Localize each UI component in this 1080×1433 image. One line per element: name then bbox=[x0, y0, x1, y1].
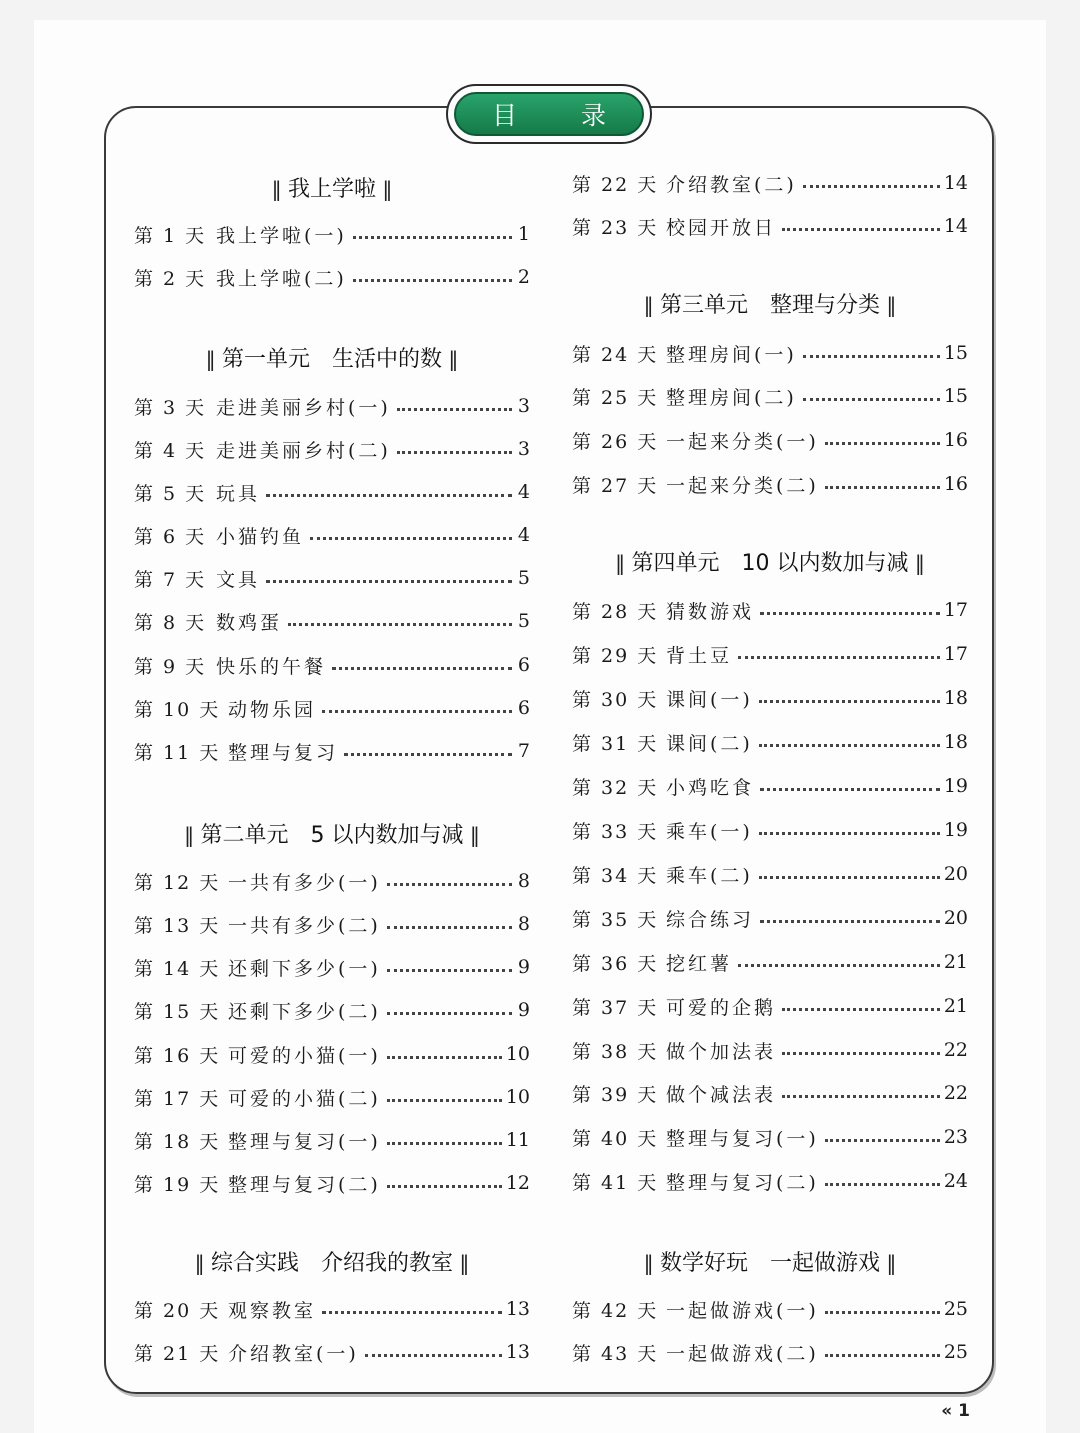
section-bar-right: ‖ bbox=[908, 551, 925, 575]
dot-leader bbox=[344, 752, 512, 756]
toc-entry bbox=[134, 219, 530, 249]
dot-leader bbox=[738, 963, 940, 967]
entry-title: 整理与复习(一) bbox=[666, 1127, 819, 1150]
entry-page: 14 bbox=[943, 215, 968, 237]
entry-title: 乘车(一) bbox=[666, 820, 753, 843]
dot-leader bbox=[760, 611, 940, 615]
entry-title: 可爱的企鹅 bbox=[666, 996, 777, 1019]
toc-entry bbox=[134, 1082, 530, 1112]
toc-entry bbox=[572, 338, 968, 368]
dot-leader bbox=[387, 1141, 502, 1145]
toc-entry bbox=[134, 952, 530, 982]
entry-day: 第 43 天 bbox=[572, 1342, 659, 1365]
dot-leader bbox=[825, 441, 940, 445]
entry-day: 第 12 天 bbox=[134, 871, 221, 894]
entry-page: 12 bbox=[505, 1172, 530, 1194]
entry-title: 课间(一) bbox=[666, 688, 753, 711]
entry-page: 5 bbox=[517, 567, 530, 589]
toc-entry bbox=[572, 639, 968, 669]
entry-page: 17 bbox=[943, 599, 968, 621]
entry-page: 13 bbox=[505, 1298, 530, 1320]
entry-day: 第 35 天 bbox=[572, 908, 659, 931]
section-title: 第四单元 10 以内数加与减 bbox=[631, 551, 909, 576]
entry-day: 第 13 天 bbox=[134, 914, 221, 937]
entry-title: 还剩下多少(一) bbox=[228, 957, 381, 980]
dot-leader bbox=[310, 536, 512, 540]
entry-title: 课间(二) bbox=[666, 732, 753, 755]
entry-day: 第 14 天 bbox=[134, 957, 221, 980]
entry-page: 7 bbox=[517, 740, 530, 762]
entry-page: 6 bbox=[517, 654, 530, 676]
dot-leader bbox=[782, 1094, 940, 1098]
dot-leader bbox=[387, 882, 512, 886]
dot-leader bbox=[387, 968, 512, 972]
page-number: « 1 bbox=[941, 1401, 970, 1421]
dot-leader bbox=[266, 579, 512, 583]
toc-entry bbox=[572, 991, 968, 1021]
entry-page: 22 bbox=[943, 1039, 968, 1061]
entry-day: 第 34 天 bbox=[572, 864, 659, 887]
toc-entry bbox=[134, 866, 530, 896]
entry-title: 玩具 bbox=[216, 482, 261, 505]
toc-entry bbox=[134, 995, 530, 1025]
toc-entry bbox=[572, 727, 968, 757]
dot-leader bbox=[322, 709, 512, 713]
section-title: 第一单元 生活中的数 bbox=[221, 347, 442, 372]
entry-title: 文具 bbox=[216, 568, 261, 591]
entry-day: 第 32 天 bbox=[572, 776, 659, 799]
toc-entry bbox=[572, 469, 968, 499]
section-bar-left: ‖ bbox=[643, 293, 660, 317]
entry-page: 10 bbox=[505, 1086, 530, 1108]
dot-leader bbox=[782, 1007, 940, 1011]
entry-day: 第 26 天 bbox=[572, 430, 659, 453]
entry-day: 第 10 天 bbox=[134, 698, 221, 721]
entry-day: 第 11 天 bbox=[134, 741, 221, 764]
page-title: 目 录 bbox=[454, 92, 644, 136]
entry-page: 25 bbox=[943, 1298, 968, 1320]
entry-page: 19 bbox=[943, 819, 968, 841]
entry-day: 第 6 天 bbox=[134, 525, 207, 548]
entry-title: 一起来分类(一) bbox=[666, 430, 819, 453]
entry-day: 第 20 天 bbox=[134, 1299, 221, 1322]
dot-leader bbox=[353, 278, 512, 282]
section-bar-left: ‖ bbox=[184, 823, 201, 847]
section-bar-left: ‖ bbox=[271, 177, 288, 201]
toc-entry bbox=[134, 520, 530, 550]
entry-day: 第 18 天 bbox=[134, 1130, 221, 1153]
section-title: 我上学啦 bbox=[287, 177, 376, 202]
entry-day: 第 37 天 bbox=[572, 996, 659, 1019]
dot-leader bbox=[825, 1138, 940, 1142]
entry-title: 整理与复习(二) bbox=[228, 1173, 381, 1196]
dot-leader bbox=[759, 743, 940, 747]
entry-page: 18 bbox=[943, 731, 968, 753]
section-bar-left: ‖ bbox=[194, 1251, 211, 1275]
entry-day: 第 3 天 bbox=[134, 396, 207, 419]
entry-day: 第 15 天 bbox=[134, 1000, 221, 1023]
dot-leader bbox=[288, 622, 512, 626]
entry-day: 第 31 天 bbox=[572, 732, 659, 755]
section-heading bbox=[572, 546, 968, 577]
dot-leader bbox=[759, 875, 940, 879]
dot-leader bbox=[760, 919, 940, 923]
section-heading bbox=[134, 172, 530, 203]
dot-leader bbox=[322, 1310, 502, 1314]
entry-page: 11 bbox=[505, 1129, 530, 1151]
toc-entry bbox=[572, 859, 968, 889]
toc-entry bbox=[572, 1337, 968, 1367]
entry-title: 一起来分类(二) bbox=[666, 474, 819, 497]
dot-leader bbox=[825, 1353, 940, 1357]
dot-leader bbox=[387, 1055, 502, 1059]
toc-entry bbox=[572, 595, 968, 625]
toc-entry bbox=[134, 1337, 530, 1367]
entry-page: 4 bbox=[517, 481, 530, 503]
entry-page: 5 bbox=[517, 610, 530, 632]
entry-page: 17 bbox=[943, 643, 968, 665]
entry-title: 观察教室 bbox=[228, 1299, 317, 1322]
entry-page: 24 bbox=[943, 1170, 968, 1192]
toc-entry bbox=[134, 391, 530, 421]
dot-leader bbox=[387, 925, 512, 929]
toc-entry bbox=[134, 736, 530, 766]
toc-entry bbox=[572, 903, 968, 933]
entry-page: 6 bbox=[517, 697, 530, 719]
toc-entry bbox=[134, 693, 530, 723]
entry-page: 16 bbox=[943, 429, 968, 451]
dot-leader bbox=[353, 235, 512, 239]
entry-page: 8 bbox=[517, 870, 530, 892]
entry-day: 第 4 天 bbox=[134, 439, 207, 462]
entry-title: 还剩下多少(二) bbox=[228, 1000, 381, 1023]
dot-leader bbox=[332, 666, 512, 670]
toc-entry bbox=[572, 1122, 968, 1152]
entry-page: 23 bbox=[943, 1126, 968, 1148]
dot-leader bbox=[397, 450, 512, 454]
toc-entry bbox=[572, 381, 968, 411]
dot-leader bbox=[803, 354, 940, 358]
toc-entry bbox=[134, 1168, 530, 1198]
dot-leader bbox=[266, 493, 512, 497]
toc-entry bbox=[572, 947, 968, 977]
entry-title: 一起做游戏(一) bbox=[666, 1299, 819, 1322]
toc-entry bbox=[134, 909, 530, 939]
section-title: 第三单元 整理与分类 bbox=[659, 293, 880, 318]
title-badge bbox=[446, 84, 652, 144]
section-bar-right: ‖ bbox=[880, 293, 897, 317]
entry-title: 走进美丽乡村(一) bbox=[216, 396, 391, 419]
toc-entry bbox=[134, 434, 530, 464]
dot-leader bbox=[803, 397, 940, 401]
dot-leader bbox=[825, 1310, 940, 1314]
entry-day: 第 9 天 bbox=[134, 655, 207, 678]
entry-day: 第 36 天 bbox=[572, 952, 659, 975]
dot-leader bbox=[387, 1011, 512, 1015]
toc-entry bbox=[134, 1294, 530, 1324]
dot-leader bbox=[803, 184, 940, 188]
toc-entry bbox=[572, 1166, 968, 1196]
dot-leader bbox=[782, 227, 940, 231]
entry-title: 整理房间(一) bbox=[666, 343, 797, 366]
entry-page: 21 bbox=[943, 995, 968, 1017]
entry-title: 整理与复习(一) bbox=[228, 1130, 381, 1153]
entry-title: 一起做游戏(二) bbox=[666, 1342, 819, 1365]
entry-day: 第 17 天 bbox=[134, 1087, 221, 1110]
entry-title: 背土豆 bbox=[666, 644, 733, 667]
entry-title: 整理与复习(二) bbox=[666, 1171, 819, 1194]
entry-day: 第 28 天 bbox=[572, 600, 659, 623]
entry-day: 第 30 天 bbox=[572, 688, 659, 711]
toc-entry bbox=[572, 1078, 968, 1108]
entry-day: 第 42 天 bbox=[572, 1299, 659, 1322]
entry-title: 校园开放日 bbox=[666, 216, 777, 239]
entry-page: 9 bbox=[517, 999, 530, 1021]
entry-page: 22 bbox=[943, 1082, 968, 1104]
toc-entry bbox=[572, 1294, 968, 1324]
entry-page: 15 bbox=[943, 385, 968, 407]
entry-page: 1 bbox=[517, 223, 530, 245]
entry-page: 19 bbox=[943, 775, 968, 797]
entry-page: 8 bbox=[517, 913, 530, 935]
toc-entry bbox=[134, 1125, 530, 1155]
dot-leader bbox=[387, 1098, 502, 1102]
section-title: 第二单元 5 以内数加与减 bbox=[200, 823, 464, 848]
dot-leader bbox=[365, 1353, 502, 1357]
entry-title: 整理房间(二) bbox=[666, 386, 797, 409]
entry-page: 21 bbox=[943, 951, 968, 973]
section-bar-left: ‖ bbox=[205, 347, 222, 371]
entry-title: 做个减法表 bbox=[666, 1083, 777, 1106]
toc-entry bbox=[134, 606, 530, 636]
entry-day: 第 16 天 bbox=[134, 1044, 221, 1067]
entry-day: 第 5 天 bbox=[134, 482, 207, 505]
dot-leader bbox=[782, 1051, 940, 1055]
entry-day: 第 24 天 bbox=[572, 343, 659, 366]
entry-page: 18 bbox=[943, 687, 968, 709]
entry-day: 第 19 天 bbox=[134, 1173, 221, 1196]
entry-title: 综合练习 bbox=[666, 908, 755, 931]
section-bar-right: ‖ bbox=[453, 1251, 470, 1275]
toc-entry bbox=[572, 683, 968, 713]
section-heading bbox=[134, 818, 530, 849]
entry-page: 9 bbox=[517, 956, 530, 978]
entry-title: 乘车(二) bbox=[666, 864, 753, 887]
toc-entry bbox=[572, 1035, 968, 1065]
entry-title: 可爱的小猫(一) bbox=[228, 1044, 381, 1067]
entry-title: 动物乐园 bbox=[228, 698, 317, 721]
dot-leader bbox=[759, 831, 940, 835]
section-bar-right: ‖ bbox=[463, 823, 480, 847]
entry-page: 10 bbox=[505, 1043, 530, 1065]
entry-title: 介绍教室(二) bbox=[666, 173, 797, 196]
entry-title: 可爱的小猫(二) bbox=[228, 1087, 381, 1110]
dot-leader bbox=[825, 485, 940, 489]
section-heading bbox=[572, 1246, 968, 1277]
entry-page: 13 bbox=[505, 1341, 530, 1363]
entry-page: 16 bbox=[943, 473, 968, 495]
entry-page: 4 bbox=[517, 524, 530, 546]
entry-day: 第 40 天 bbox=[572, 1127, 659, 1150]
section-bar-left: ‖ bbox=[643, 1251, 660, 1275]
dot-leader bbox=[759, 699, 940, 703]
entry-page: 2 bbox=[517, 266, 530, 288]
toc-entry bbox=[134, 563, 530, 593]
entry-page: 20 bbox=[943, 863, 968, 885]
entry-page: 25 bbox=[943, 1341, 968, 1363]
entry-day: 第 27 天 bbox=[572, 474, 659, 497]
entry-page: 20 bbox=[943, 907, 968, 929]
toc-entry bbox=[572, 815, 968, 845]
section-bar-right: ‖ bbox=[376, 177, 393, 201]
entry-page: 3 bbox=[517, 438, 530, 460]
entry-day: 第 29 天 bbox=[572, 644, 659, 667]
entry-day: 第 38 天 bbox=[572, 1040, 659, 1063]
section-title: 数学好玩 一起做游戏 bbox=[659, 1251, 880, 1276]
toc-entry bbox=[134, 1039, 530, 1069]
entry-day: 第 8 天 bbox=[134, 611, 207, 634]
entry-title: 小鸡吃食 bbox=[666, 776, 755, 799]
entry-title: 猜数游戏 bbox=[666, 600, 755, 623]
entry-title: 我上学啦(一) bbox=[216, 224, 347, 247]
section-heading bbox=[134, 342, 530, 373]
section-bar-left: ‖ bbox=[615, 551, 632, 575]
toc-entry bbox=[572, 211, 968, 241]
dot-leader bbox=[760, 787, 940, 791]
section-title: 综合实践 介绍我的教室 bbox=[210, 1251, 453, 1276]
entry-title: 一共有多少(二) bbox=[228, 914, 381, 937]
entry-page: 15 bbox=[943, 342, 968, 364]
toc-entry bbox=[134, 262, 530, 292]
entry-title: 整理与复习 bbox=[228, 741, 339, 764]
entry-page: 14 bbox=[943, 172, 968, 194]
entry-day: 第 25 天 bbox=[572, 386, 659, 409]
entry-title: 挖红薯 bbox=[666, 952, 733, 975]
entry-day: 第 33 天 bbox=[572, 820, 659, 843]
dot-leader bbox=[738, 655, 940, 659]
toc-page bbox=[34, 20, 1046, 1433]
entry-day: 第 7 天 bbox=[134, 568, 207, 591]
dot-leader bbox=[387, 1184, 502, 1188]
entry-title: 做个加法表 bbox=[666, 1040, 777, 1063]
entry-day: 第 2 天 bbox=[134, 267, 207, 290]
entry-day: 第 1 天 bbox=[134, 224, 207, 247]
entry-day: 第 22 天 bbox=[572, 173, 659, 196]
section-bar-right: ‖ bbox=[880, 1251, 897, 1275]
entry-day: 第 39 天 bbox=[572, 1083, 659, 1106]
entry-day: 第 21 天 bbox=[134, 1342, 221, 1365]
toc-entry bbox=[134, 650, 530, 680]
entry-page: 3 bbox=[517, 395, 530, 417]
dot-leader bbox=[397, 407, 512, 411]
entry-title: 介绍教室(一) bbox=[228, 1342, 359, 1365]
entry-title: 走进美丽乡村(二) bbox=[216, 439, 391, 462]
section-bar-right: ‖ bbox=[442, 347, 459, 371]
toc-entry bbox=[572, 771, 968, 801]
toc-entry bbox=[572, 168, 968, 198]
entry-title: 我上学啦(二) bbox=[216, 267, 347, 290]
entry-title: 一共有多少(一) bbox=[228, 871, 381, 894]
entry-day: 第 23 天 bbox=[572, 216, 659, 239]
section-heading bbox=[134, 1246, 530, 1277]
entry-title: 数鸡蛋 bbox=[216, 611, 283, 634]
toc-entry bbox=[572, 425, 968, 455]
toc-entry bbox=[134, 477, 530, 507]
entry-title: 快乐的午餐 bbox=[216, 655, 327, 678]
entry-day: 第 41 天 bbox=[572, 1171, 659, 1194]
entry-title: 小猫钓鱼 bbox=[216, 525, 305, 548]
section-heading bbox=[572, 288, 968, 319]
dot-leader bbox=[825, 1182, 940, 1186]
